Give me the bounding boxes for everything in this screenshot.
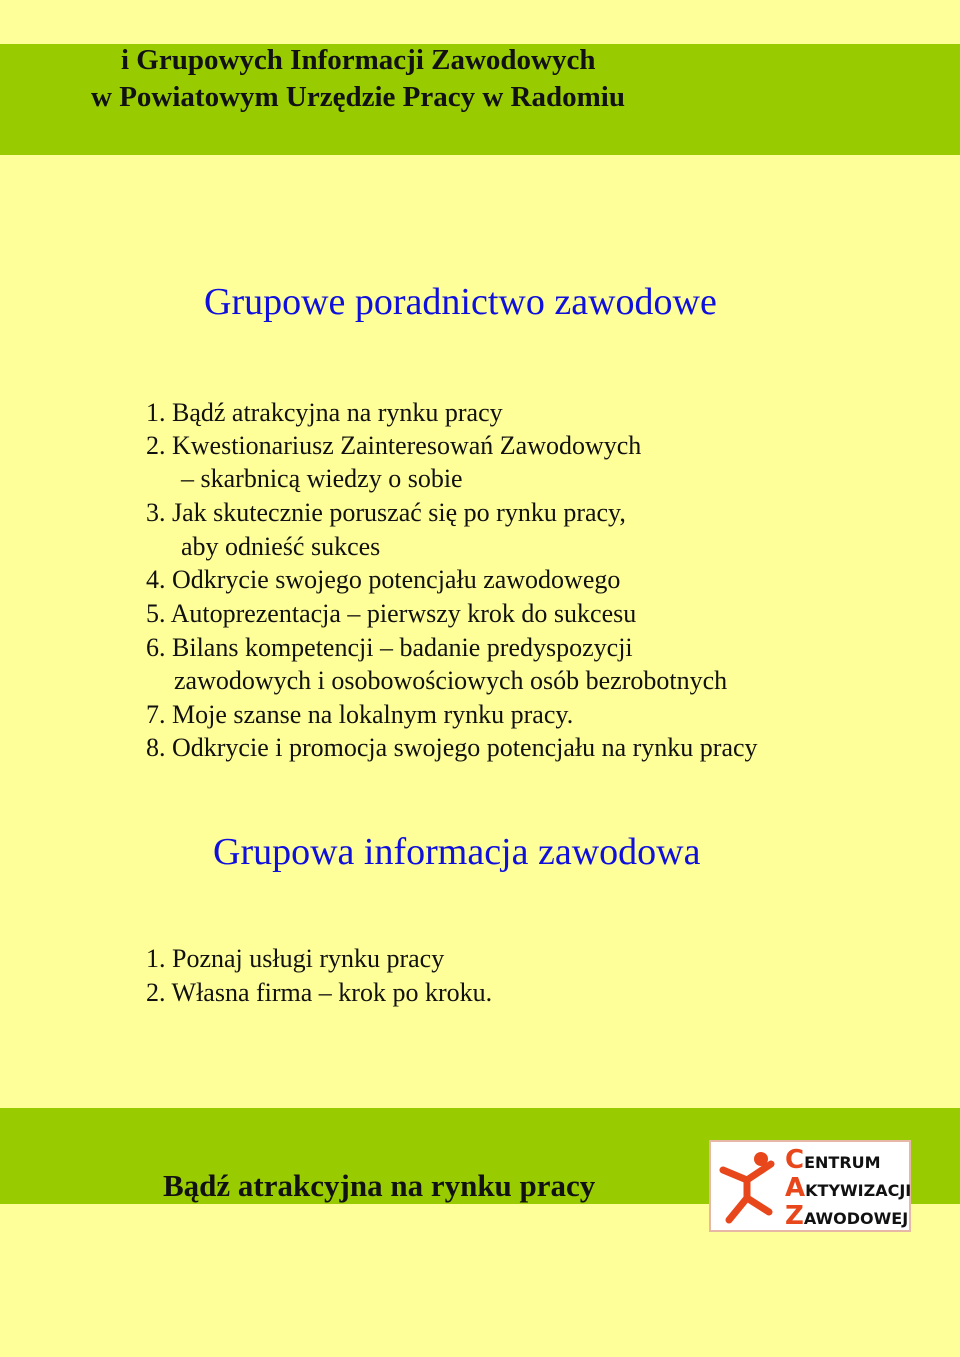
caz-logo [709, 1140, 911, 1232]
logo-line-2: AKTYWIZACJI [785, 1173, 912, 1203]
list-item: 6. Bilans kompetencji – badanie predyspozycji [146, 633, 633, 662]
header-line-1: i Grupowych Informacji Zawodowych [121, 44, 596, 76]
footer-slogan: Bądź atrakcyjna na rynku pracy [163, 1168, 596, 1203]
list-item: 5. Autoprezentacja – pierwszy krok do sukcesu [146, 599, 637, 628]
list-item-continuation: – skarbnicą wiedzy o sobie [181, 464, 463, 493]
list-item: 3. Jak skutecznie poruszać się po rynku pracy, [146, 498, 626, 527]
header-line-2: w Powiatowym Urzędzie Pracy w Radomiu [91, 81, 625, 113]
list-item: 8. Odkrycie i promocja swojego potencjału na rynku pracy [146, 733, 758, 762]
list-item: 2. Kwestionariusz Zainteresowań Zawodowych [146, 431, 642, 460]
logo-line-3: ZAWODOWEJ [785, 1201, 909, 1231]
list-item: 7. Moje szanse na lokalnym rynku pracy. [146, 700, 574, 729]
list-item: 4. Odkrycie swojego potencjału zawodowego [146, 565, 621, 594]
list-item-continuation: aby odnieść sukces [181, 532, 381, 561]
section-title-counseling: Grupowe poradnictwo zawodowe [204, 281, 717, 323]
list-item: 1. Bądź atrakcyjna na rynku pracy [146, 398, 503, 427]
person-figure-icon [717, 1150, 781, 1226]
list-item-continuation: zawodowych i osobowościowych osób bezrobotnych [174, 666, 728, 695]
section-title-information: Grupowa informacja zawodowa [213, 831, 701, 873]
logo-line-1: CENTRUM [785, 1145, 881, 1175]
list-item: 1. Poznaj usługi rynku pracy [146, 944, 445, 973]
list-item: 2. Własna firma – krok po kroku. [146, 978, 493, 1007]
